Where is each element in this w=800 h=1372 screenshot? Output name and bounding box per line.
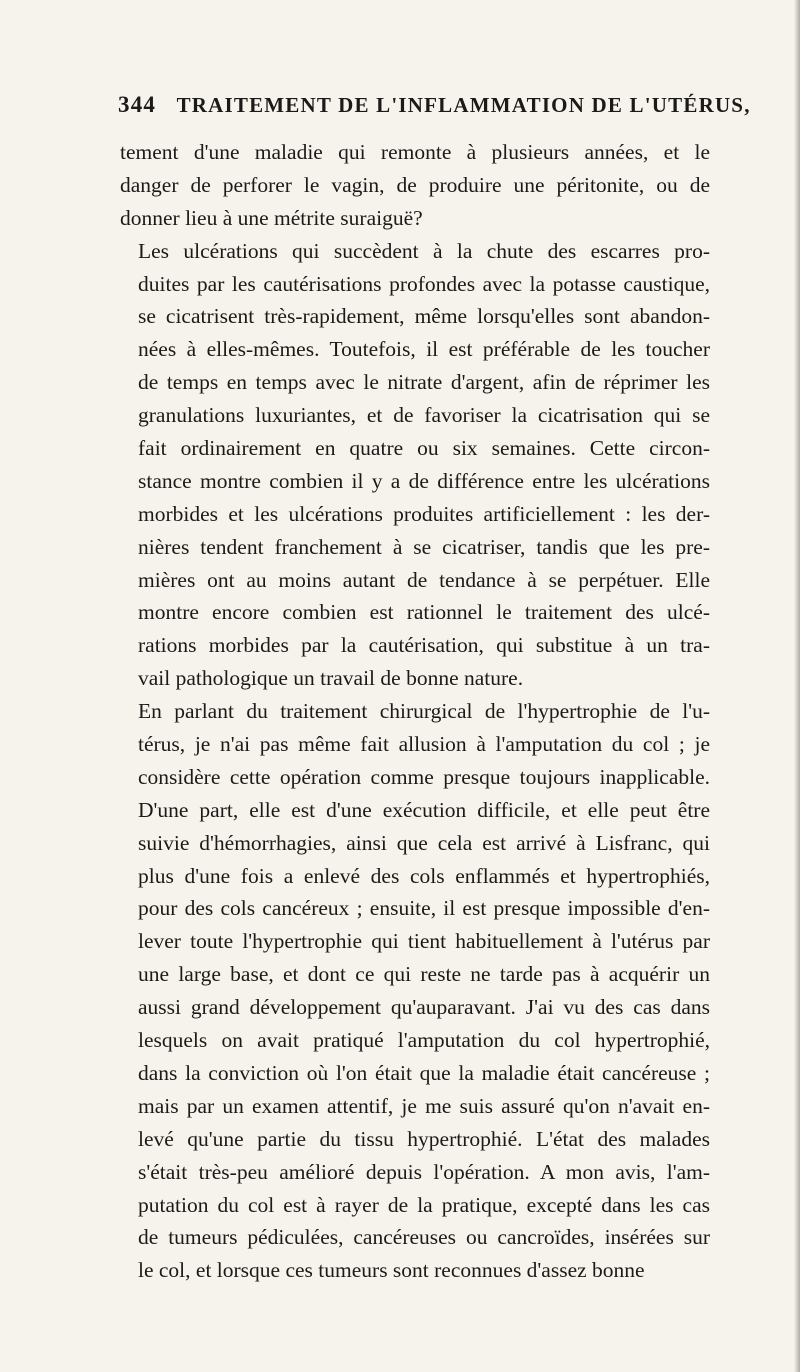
text-line: Les ulcérations qui succèdent à la chute des escarres pro- — [138, 238, 710, 263]
text-line: dans la conviction où l'on était que la maladie était cancéreuse ; — [138, 1060, 710, 1085]
text-line: aussi grand développement qu'auparavant. J'ai vu des cas dans — [138, 995, 710, 1020]
text-line: rations morbides par la cautérisation, qui substitue à un tra- — [138, 633, 710, 658]
text-line: lever toute l'hypertrophie qui tient habituellement à l'utérus par — [138, 929, 710, 954]
text-line: stance montre combien il y a de différence entre les ulcérations — [138, 468, 710, 493]
text-line: lesquels on avait pratiqué l'amputation du col hypertrophié, — [138, 1028, 710, 1053]
text-line: mières ont au moins autant de tendance à se perpétuer. Elle — [138, 567, 710, 592]
text-line: de temps en temps avec le nitrate d'argent, afin de réprimer les — [138, 370, 710, 395]
text-line: pour des cols cancéreux ; ensuite, il est presque impossible d'en- — [138, 896, 710, 921]
paragraph — [120, 136, 710, 235]
text-line: térus, je n'ai pas même fait allusion à l'amputation du col ; je — [138, 732, 710, 757]
text-line: levé qu'une partie du tissu hypertrophié. L'état des malades — [138, 1126, 710, 1151]
text-line: le col, et lorsque ces tumeurs sont reconnues d'assez bonne — [138, 1258, 645, 1283]
page-number: 344 — [118, 92, 157, 117]
text-line: D'une part, elle est d'une exécution difficile, et elle peut être — [138, 797, 710, 822]
text-line: une large base, et dont ce qui reste ne tarde pas à acquérir un — [138, 962, 710, 987]
text-line: vail pathologique un travail de bonne nature. — [138, 666, 524, 691]
paragraph — [120, 235, 710, 695]
page-edge-shadow — [794, 0, 800, 1372]
text-line: montre encore combien est rationnel le traitement des ulcé- — [138, 600, 710, 625]
text-line: mais par un examen attentif, je me suis assuré qu'on n'avait en- — [138, 1093, 710, 1118]
text-line: nières tendent franchement à se cicatriser, tandis que les pre- — [138, 534, 710, 559]
text-line: fait ordinairement en quatre ou six semaines. Cette circon- — [138, 436, 710, 461]
text-line: de tumeurs pédiculées, cancéreuses ou cancroïdes, insérées sur — [138, 1225, 710, 1250]
text-line: En parlant du traitement chirurgical de l'hypertrophie de l'u- — [138, 699, 710, 724]
text-line: putation du col est à rayer de la pratique, excepté dans les cas — [138, 1192, 710, 1217]
text-line: s'était très-peu amélioré depuis l'opération. A mon avis, l'am- — [138, 1159, 710, 1184]
text-line: plus d'une fois a enlevé des cols enflammés et hypertrophiés, — [138, 863, 710, 888]
text-line: suivie d'hémorrhagies, ainsi que cela est arrivé à Lisfranc, qui — [138, 830, 710, 855]
running-title: TRAITEMENT DE L'INFLAMMATION DE L'UTÉRUS, — [176, 93, 751, 117]
text-line: granulations luxuriantes, et de favoriser la cicatrisation qui se — [138, 403, 710, 428]
text-line: donner lieu à une métrite suraiguë? — [120, 205, 423, 230]
paragraph — [120, 695, 710, 1287]
text-line: tement d'une maladie qui remonte à plusieurs années, et le — [120, 140, 710, 164]
running-header — [118, 92, 751, 132]
text-line: morbides et les ulcérations produites artificiellement : les der- — [138, 501, 710, 526]
text-line: considère cette opération comme presque toujours inapplicable. — [138, 764, 710, 789]
text-line: duites par les cautérisations profondes avec la potasse caustique, — [138, 271, 710, 296]
text-line: nées à elles-mêmes. Toutefois, il est préférable de les toucher — [138, 337, 710, 362]
body-text — [120, 136, 710, 1287]
text-line: se cicatrisent très-rapidement, même lorsqu'elles sont abandon- — [138, 304, 710, 329]
text-line: danger de perforer le vagin, de produire une péritonite, ou de — [120, 172, 710, 197]
